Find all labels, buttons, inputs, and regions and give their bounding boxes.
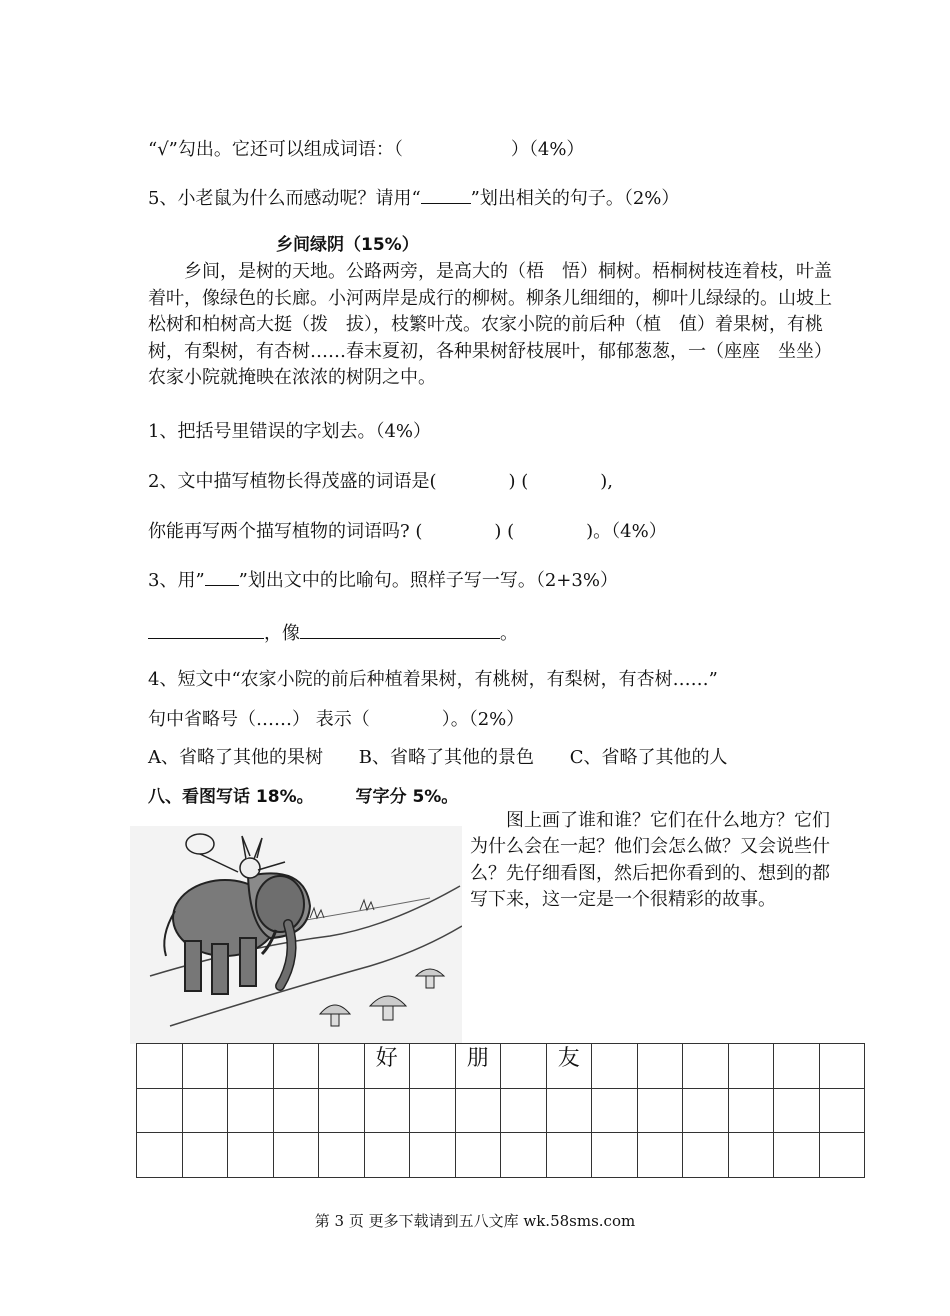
grid-cell[interactable]: [683, 1044, 729, 1089]
grid-cell[interactable]: [819, 1088, 865, 1133]
grid-cell[interactable]: [364, 1088, 410, 1133]
grid-cell[interactable]: [455, 1133, 501, 1178]
grid-cell[interactable]: [774, 1133, 820, 1178]
grid-cell[interactable]: [728, 1133, 774, 1178]
grid-cell[interactable]: [728, 1088, 774, 1133]
grid-cell[interactable]: [455, 1088, 501, 1133]
picture-prompt: 图上画了谁和谁？它们在什么地方？它们为什么会在一起？他们会怎么做？又会说些什么？先仔细看图，然后把你看到的、想到的都写下来，这一定是一个很精彩的故事。: [470, 810, 830, 911]
grid-cell[interactable]: [137, 1044, 183, 1089]
grid-cell[interactable]: 友: [546, 1044, 592, 1089]
writing-grid: [136, 1043, 865, 1178]
answer-blank-1[interactable]: [148, 620, 264, 639]
question-5-text-a: 5、小老鼠为什么而感动呢？请用“: [148, 188, 421, 209]
grid-cell[interactable]: [137, 1133, 183, 1178]
section-8-title: 八、看图写话 18%。: [148, 787, 314, 807]
question-3-text-b: ”划出文中的比喻句。照样子写一写。（2+3%）: [238, 570, 618, 591]
grid-cell[interactable]: [683, 1133, 729, 1178]
grid-cell[interactable]: [273, 1133, 319, 1178]
grid-cell[interactable]: [182, 1133, 228, 1178]
grid-cell[interactable]: [637, 1133, 683, 1178]
question-2b: 你能再写两个描写植物的词语吗? ( ) ( )。（4%）: [148, 521, 667, 542]
underline-blank: [205, 567, 239, 586]
grid-cell[interactable]: [182, 1044, 228, 1089]
grid-cell[interactable]: [637, 1044, 683, 1089]
grid-cell[interactable]: [501, 1044, 547, 1089]
grid-cell[interactable]: [592, 1088, 638, 1133]
line-check-mark: “√”勾出。它还可以组成词语：（ ）（4%）: [148, 139, 585, 160]
grid-cell[interactable]: [273, 1044, 319, 1089]
grid-cell[interactable]: [546, 1133, 592, 1178]
question-3: [148, 567, 618, 594]
options-row: [148, 745, 727, 771]
grid-cell[interactable]: [728, 1044, 774, 1089]
section-8-heading: [148, 784, 458, 810]
passage-text: 乡间，是树的天地。公路两旁，是高大的（梧 悟）桐树。梧桐树枝连着枝，叶盖着叶，像绿色的长廊。小河两岸是成行的柳树。柳条儿细细的，柳叶儿绿绿的。山坡上松树和柏树高大挺（拨 拔），枝繁叶茂。农家小院的前后种（植 值）着果树，有桃树，有梨树，有杏树……春末夏初，各种果树舒枝展叶，郁郁葱葱，一（座座 坐坐）农家小院就掩映在浓浓的树阴之中。: [148, 261, 832, 389]
grid-cell[interactable]: [819, 1044, 865, 1089]
grid-cell[interactable]: [182, 1088, 228, 1133]
grid-row: [137, 1133, 865, 1178]
grid-row: [137, 1044, 865, 1089]
underline-blank: [421, 185, 471, 204]
grid-cell[interactable]: [819, 1133, 865, 1178]
elephant-rabbit-illustration: [130, 826, 462, 1044]
grid-cell[interactable]: [228, 1044, 274, 1089]
grid-cell[interactable]: [137, 1088, 183, 1133]
section-title: 乡间绿阴（15%）: [276, 235, 419, 255]
illustration-svg: [130, 826, 462, 1044]
comma-like: ，像: [264, 623, 300, 644]
grid-cell[interactable]: [319, 1044, 365, 1089]
grid-cell[interactable]: [546, 1088, 592, 1133]
grid-cell[interactable]: [228, 1088, 274, 1133]
grid-cell[interactable]: [501, 1088, 547, 1133]
grid-cell[interactable]: [319, 1088, 365, 1133]
question-5-text-b: ”划出相关的句子。（2%）: [470, 188, 680, 209]
grid-cell[interactable]: 朋: [455, 1044, 501, 1089]
question-5: [148, 185, 679, 212]
grid-cell[interactable]: [683, 1088, 729, 1133]
grid-cell[interactable]: [410, 1088, 456, 1133]
period: 。: [500, 623, 518, 644]
question-4a: 4、短文中“农家小院的前后种植着果树，有桃树，有梨树，有杏树……”: [148, 669, 718, 690]
grid-cell[interactable]: [592, 1133, 638, 1178]
grid-cell[interactable]: [592, 1044, 638, 1089]
grid-cell[interactable]: [774, 1088, 820, 1133]
grid-cell[interactable]: [410, 1133, 456, 1178]
grid-cell[interactable]: [273, 1088, 319, 1133]
question-4b: 句中省略号（……） 表示（ ）。（2%）: [148, 709, 525, 730]
handwriting-score: 写字分 5%。: [355, 787, 459, 807]
grid-cell[interactable]: 好: [364, 1044, 410, 1089]
grid-cell[interactable]: [637, 1088, 683, 1133]
grid-cell[interactable]: [410, 1044, 456, 1089]
grid-row: [137, 1088, 865, 1133]
answer-blank-2[interactable]: [300, 620, 500, 639]
question-3-text-a: 3、用”: [148, 570, 205, 591]
question-2a: 2、文中描写植物长得茂盛的词语是( ) ( ),: [148, 471, 613, 492]
grid-cell[interactable]: [774, 1044, 820, 1089]
question-3-sample: [148, 620, 518, 647]
page-footer: 第 3 页 更多下载请到五八文库 wk.58sms.com: [314, 1212, 636, 1230]
grid-cell[interactable]: [501, 1133, 547, 1178]
grid-cell[interactable]: [319, 1133, 365, 1178]
option-a: A、省略了其他的果树: [148, 747, 323, 768]
question-1: 1、把括号里错误的字划去。（4%）: [148, 421, 432, 442]
grid-cell[interactable]: [228, 1133, 274, 1178]
option-c: C、省略了其他的人: [569, 747, 728, 768]
grid-cell[interactable]: [364, 1133, 410, 1178]
option-b: B、省略了其他的景色: [358, 747, 534, 768]
